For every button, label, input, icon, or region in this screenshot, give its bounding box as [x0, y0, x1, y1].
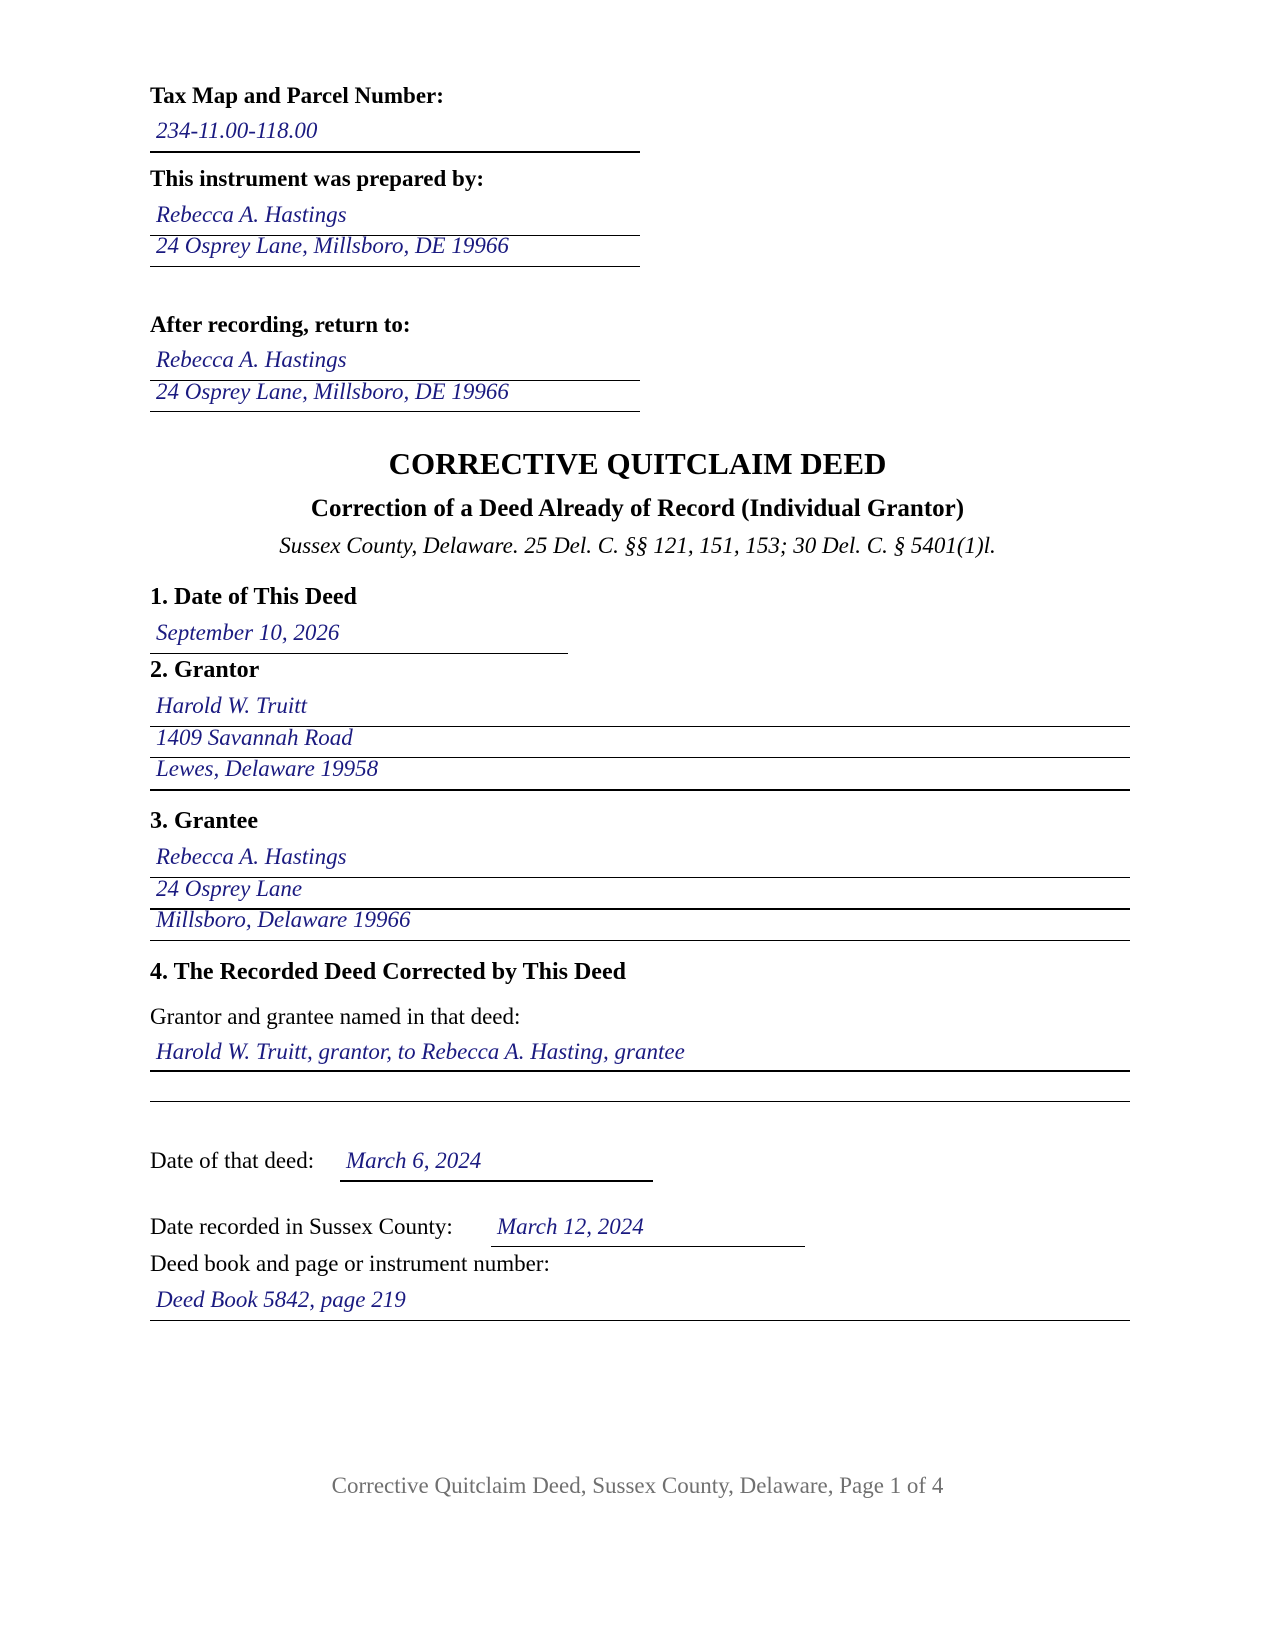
- tax-map-value: 234-11.00-118.00: [156, 118, 318, 143]
- return-to-label: After recording, return to:: [150, 312, 411, 337]
- grantor-name: Harold W. Truitt: [156, 693, 308, 718]
- prior-deed-date-label: Date of that deed:: [150, 1148, 315, 1173]
- page-footer: Corrective Quitclaim Deed, Sussex County, Delaware, Page 1 of 4: [331, 1473, 944, 1498]
- parties-second-underline: [150, 1101, 1130, 1102]
- grantee-name: Rebecca A. Hastings: [156, 844, 347, 869]
- return-to-address-underline: [150, 411, 640, 412]
- parties-label: Grantor and grantee named in that deed:: [150, 1004, 521, 1029]
- deed-date-underline: [150, 653, 568, 654]
- prior-deed-date-value: March 6, 2024: [346, 1148, 482, 1173]
- parties-value: Harold W. Truitt, grantor, to Rebecca A. Hasting, grantee: [156, 1039, 685, 1064]
- tax-map-label: Tax Map and Parcel Number:: [150, 83, 444, 108]
- prepared-by-name: Rebecca A. Hastings: [156, 202, 347, 227]
- statutory-citation: Sussex County, Delaware. 25 Del. C. §§ 121, 151, 153; 30 Del. C. § 5401(1)l.: [279, 533, 996, 558]
- prepared-by-address: 24 Osprey Lane, Millsboro, DE 19966: [156, 233, 509, 258]
- section-4-heading: 4. The Recorded Deed Corrected by This Deed: [150, 959, 626, 985]
- section-2-heading: 2. Grantor: [150, 657, 260, 683]
- recorded-date-value: March 12, 2024: [497, 1214, 644, 1239]
- prior-deed-date-underline: [340, 1180, 653, 1182]
- grantee-street: 24 Osprey Lane: [156, 876, 303, 901]
- deed-book-value: Deed Book 5842, page 219: [156, 1287, 406, 1312]
- return-to-name: Rebecca A. Hastings: [156, 347, 347, 372]
- recorded-date-label: Date recorded in Sussex County:: [150, 1214, 453, 1239]
- deed-book-label: Deed book and page or instrument number:: [150, 1251, 550, 1276]
- recorded-date-underline: [491, 1246, 805, 1247]
- grantor-city-underline: [150, 789, 1130, 791]
- section-1-heading: 1. Date of This Deed: [150, 584, 357, 610]
- document-subtitle: Correction of a Deed Already of Record (Individual Grantor): [310, 495, 965, 522]
- parties-underline: [150, 1070, 1130, 1072]
- deed-date-value: September 10, 2026: [156, 620, 340, 645]
- grantee-city-underline: [150, 940, 1130, 941]
- document-title: CORRECTIVE QUITCLAIM DEED: [388, 446, 887, 481]
- return-to-address: 24 Osprey Lane, Millsboro, DE 19966: [156, 379, 509, 404]
- deed-book-underline: [150, 1320, 1130, 1321]
- grantee-city: Millsboro, Delaware 19966: [156, 907, 411, 932]
- tax-map-underline: [150, 151, 640, 153]
- section-3-heading: 3. Grantee: [150, 808, 258, 834]
- grantor-city: Lewes, Delaware 19958: [156, 756, 379, 781]
- prepared-by-address-underline: [150, 266, 640, 267]
- prepared-by-label: This instrument was prepared by:: [150, 166, 484, 191]
- grantor-street: 1409 Savannah Road: [156, 725, 353, 750]
